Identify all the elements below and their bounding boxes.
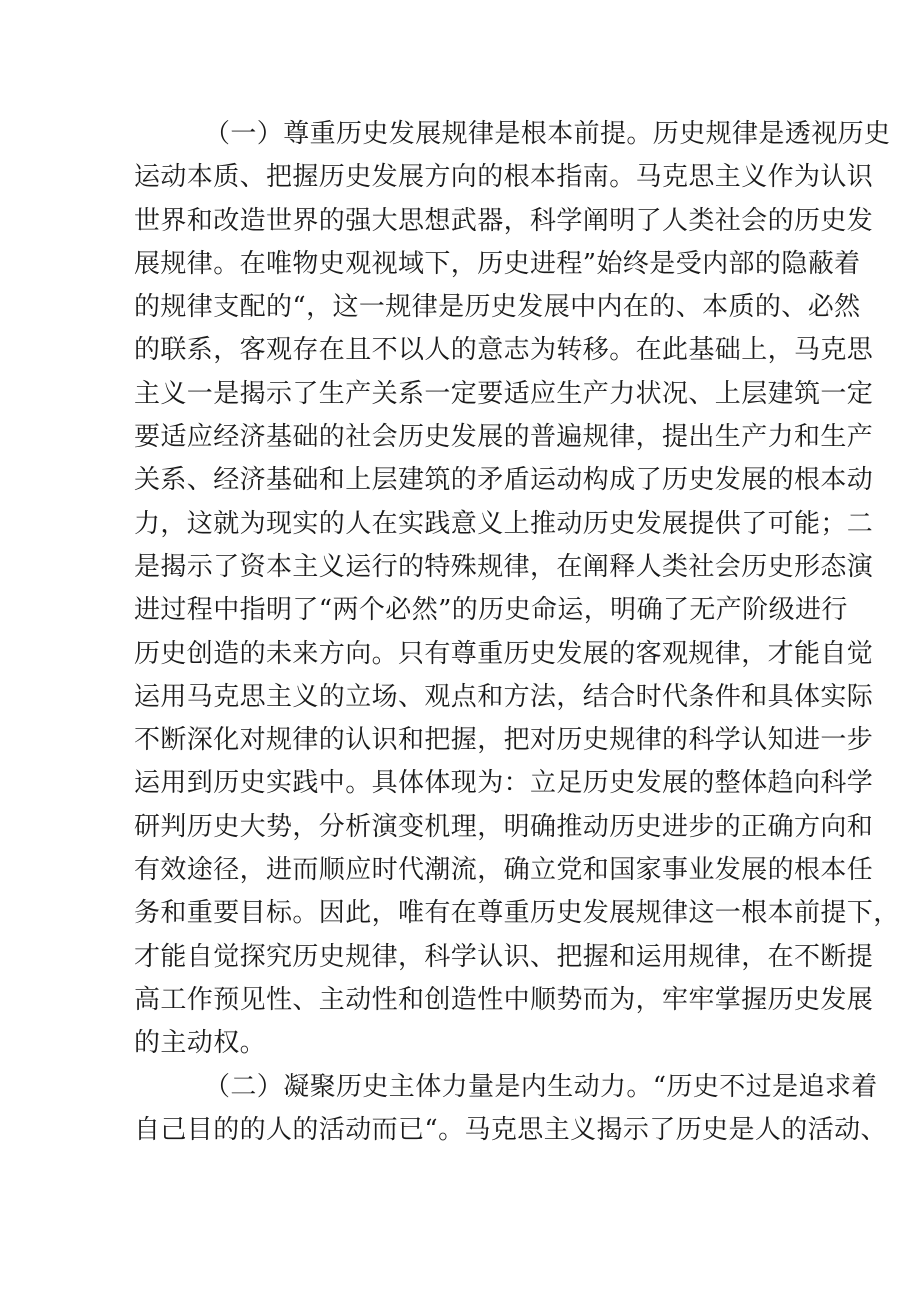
paragraph-line: 研判历史大势，分析演变机理，明确推动历史进步的正确方向和 [134,811,874,842]
paragraph-line: 运动本质、把握历史发展方向的根本指南。马克思主义作为认识 [134,162,874,193]
paragraph-1 [134,113,900,1066]
paragraph-line: 的主动权。 [134,1028,267,1059]
paragraph-line: 运用到历史实践中。具体体现为：立足历史发展的整体趋向科学 [134,768,874,799]
paragraph-line: 有效途径，进而顺应时代潮流，确立党和国家事业发展的根本任 [134,855,874,886]
paragraph-line: 力，这就为现实的人在实践意义上推动历史发展提供了可能；二 [134,508,874,539]
paragraph-line: 的联系，客观存在且不以人的意志为转移。在此基础上，马克思 [134,335,874,366]
paragraph-2 [134,1066,887,1153]
paragraph-line: 进过程中指明了“两个必然”的历史命运，明确了无产阶级进行 [134,595,848,626]
paragraph-line: 展规律。在唯物史观视域下，历史进程”始终是受内部的隐蔽着 [134,248,861,279]
paragraph-line: 世界和改造世界的强大思想武器，科学阐明了人类社会的历史发 [134,205,874,236]
paragraph-line: 不断深化对规律的认识和把握，把对历史规律的科学认知进一步 [134,725,874,756]
paragraph-line: （二）凝聚历史主体力量是内生动力。“历史不过是追求着 [204,1071,878,1102]
paragraph-line: 高工作预见性、主动性和创造性中顺势而为，牢牢掌握历史发展 [134,984,874,1015]
paragraph-line: 运用马克思主义的立场、观点和方法，结合时代条件和具体实际 [134,681,874,712]
paragraph-line: 要适应经济基础的社会历史发展的普遍规律，提出生产力和生产 [134,422,874,453]
paragraph-line: 历史创造的未来方向。只有尊重历史发展的客观规律，才能自觉 [134,638,874,669]
paragraph-line: 才能自觉探究历史规律，科学认识、把握和运用规律，在不断提 [134,941,874,972]
paragraph-line: 是揭示了资本主义运行的特殊规律，在阐释人类社会历史形态演 [134,551,874,582]
paragraph-line: （一）尊重历史发展规律是根本前提。历史规律是透视历史 [204,119,891,149]
body-text [134,113,900,1152]
paragraph-line: 主义一是揭示了生产关系一定要适应生产力状况、上层建筑一定 [134,378,874,409]
paragraph-line: 的规律支配的“，这一规律是历史发展中内在的、本质的、必然 [134,292,861,323]
paragraph-line: 关系、经济基础和上层建筑的矛盾运动构成了历史发展的根本动 [134,465,874,496]
paragraph-line: 自己目的的人的活动而已“。马克思主义揭示了历史是人的活动、 [134,1114,887,1145]
paragraph-line: 务和重要目标。因此，唯有在尊重历史发展规律这一根本前提下， [134,898,900,929]
